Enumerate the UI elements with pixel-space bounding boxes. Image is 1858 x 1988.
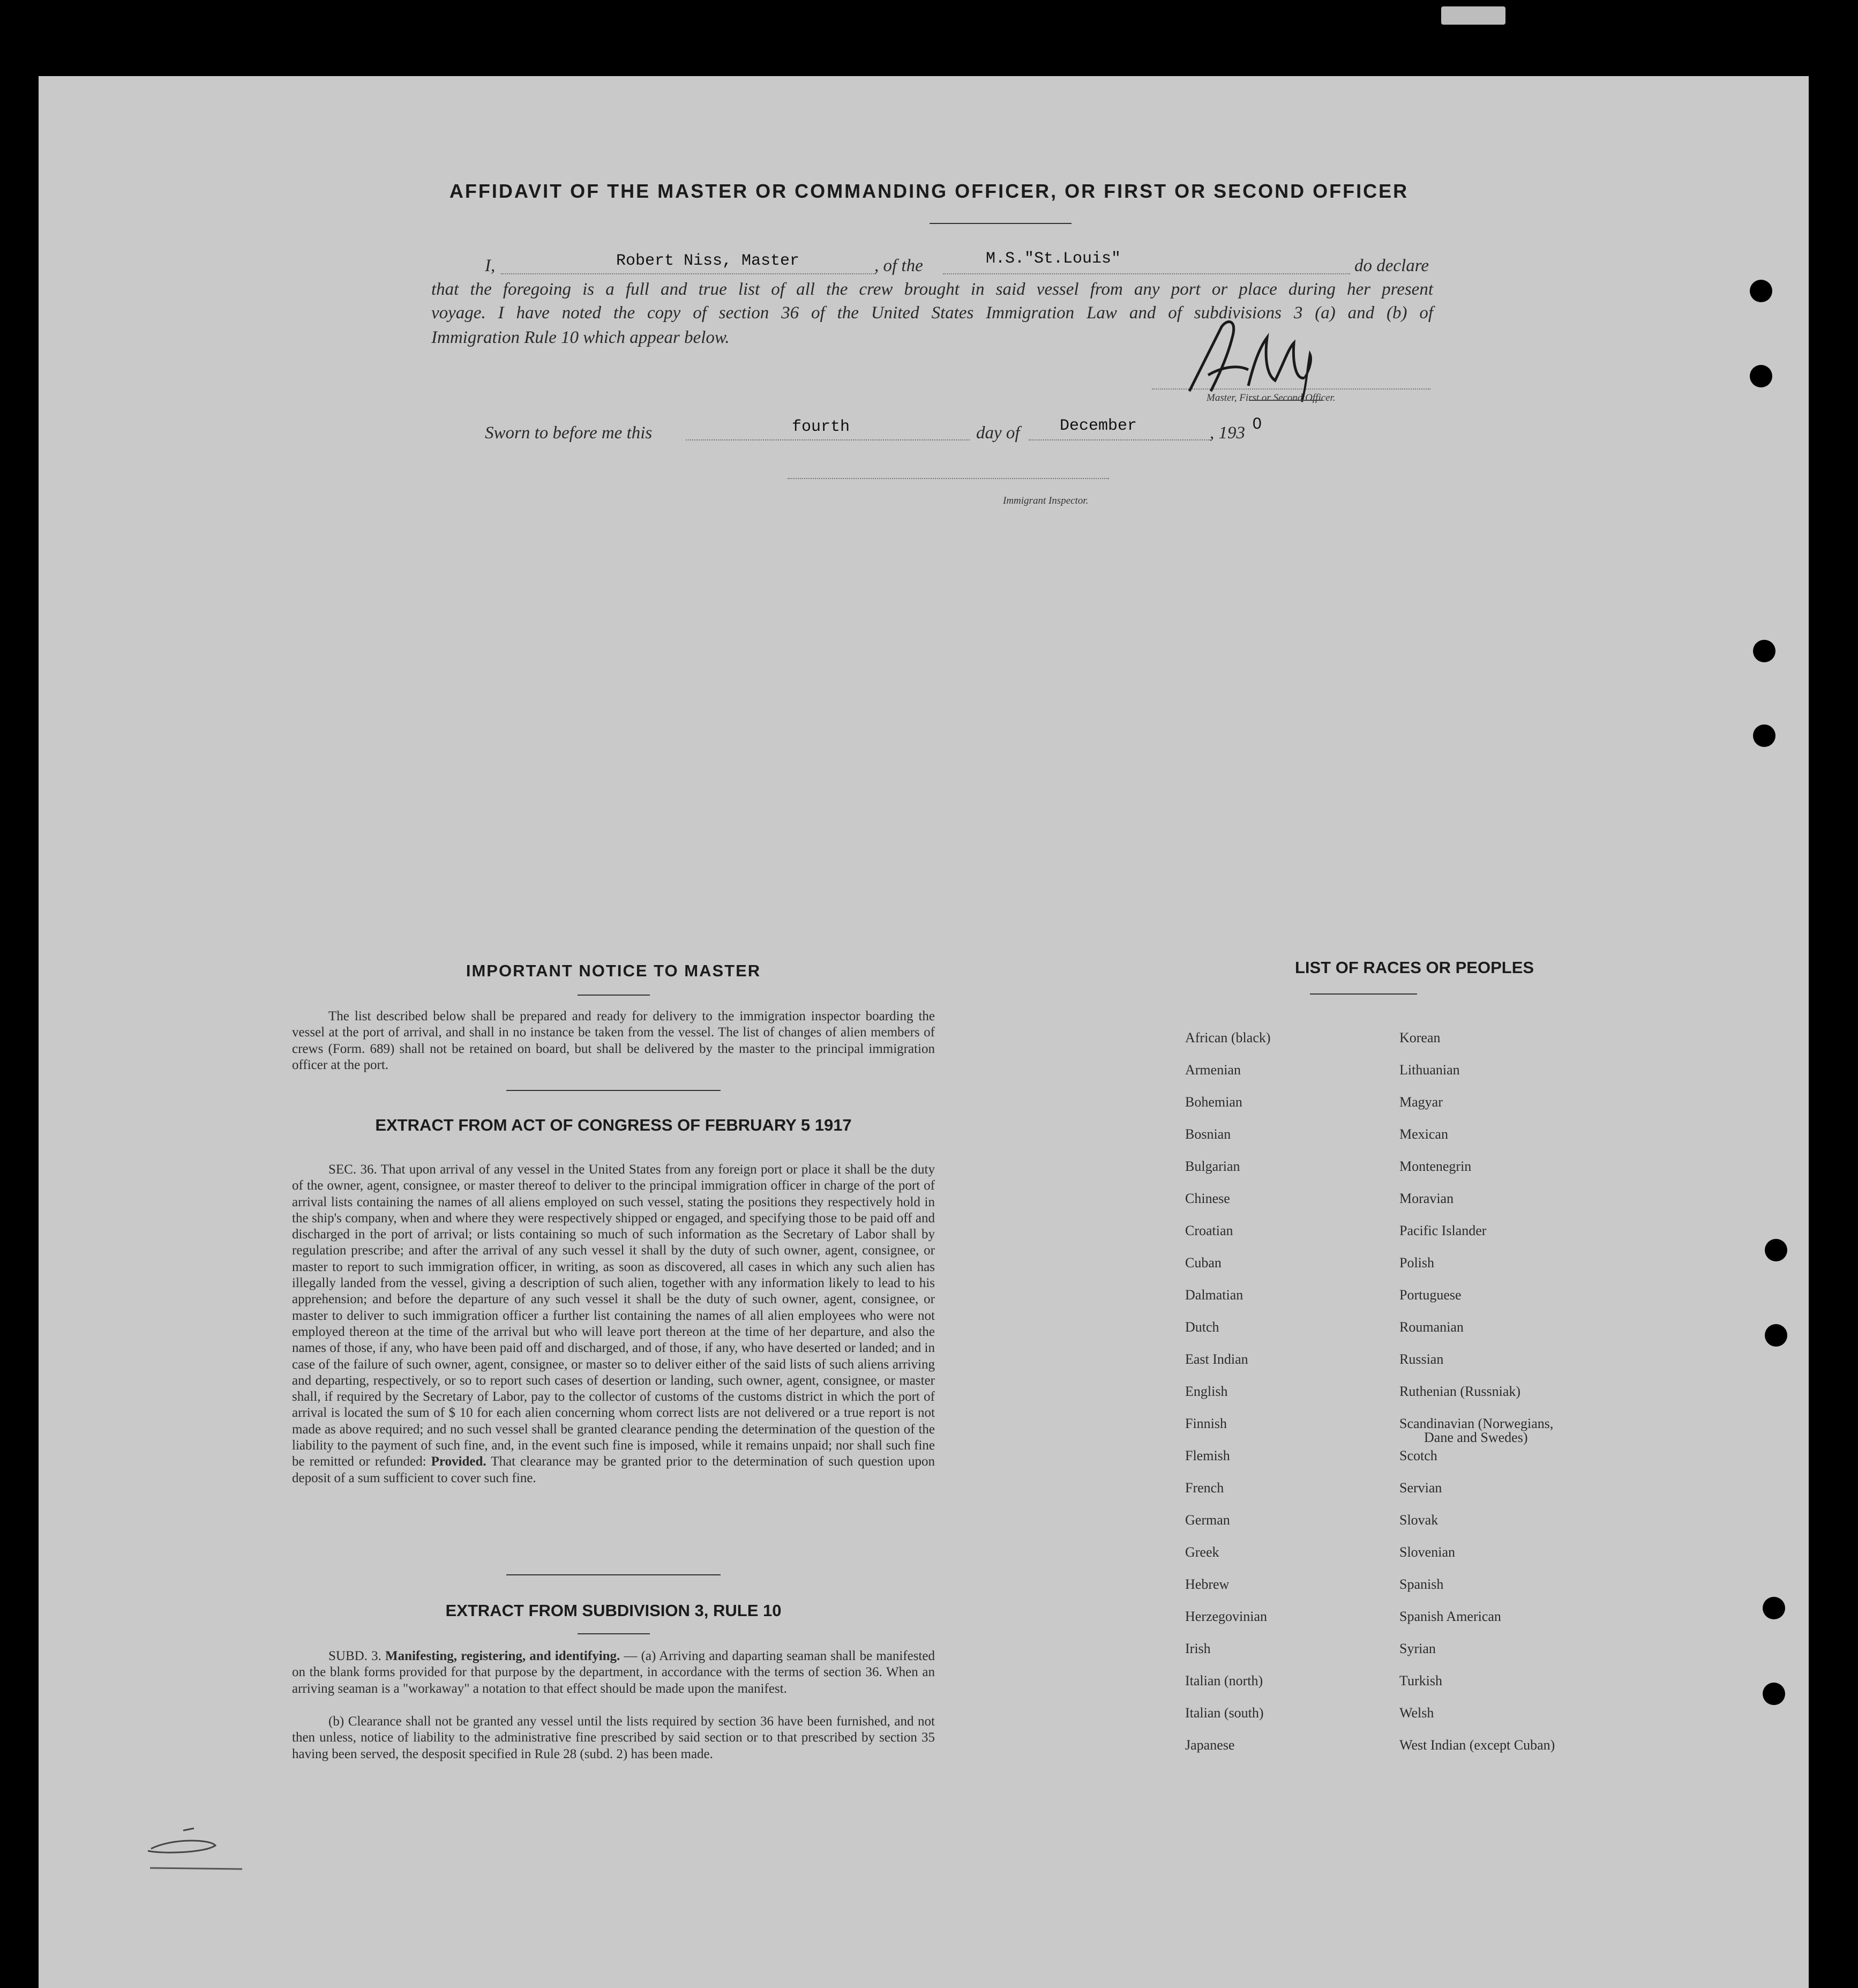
race-item: Scotch [1399, 1448, 1437, 1463]
race-item: Roumanian [1399, 1319, 1464, 1335]
race-item: Finnish [1185, 1416, 1227, 1431]
race-item: Irish [1185, 1641, 1211, 1656]
act-end-rule [506, 1574, 721, 1575]
act-provided: Provided. [431, 1454, 486, 1469]
of-the-label: , of the [874, 256, 923, 275]
race-item: Lithuanian [1399, 1062, 1460, 1078]
act-text-body: SEC. 36. That upon arrival of any vessel in the United States from any foreign port or place it shall be the duty of the owner, agent, consignee, or master thereof to deliver to the principal immigration officer in charge of the port of arrival lists containing the names of all aliens employed on such vessel, stating the positions they respectively hold in the ship's company, when and where they were respectively shipped or engaged, and specifying those to be paid off and discharged in the port of arrival; or lists containing so much of such information as the Secretary of Labor shall by regulation prescribe; and after the arrival of any such vessel it shall by the duty of such owner, agent, consignee, or master to report to such immigration officer, in writing, as soon as discovered, all cases in which any such alien has illegally landed from the vessel, giving a description of such alien, together with any information likely to lead to his apprehension; and before the departure of any such vessel it shall be the duty of such owner, agent, consignee, or master to deliver to such immigration officer a further list containing the names of all alien employees who were not employed thereon at the time of the arrival but who will leave port thereon at the time of her departure, and also the names of those, if any, who have been paid off and discharged, and of those, if any, who have deserted or landed; and in case of the failure of such owner, agent, consignee, or master so to deliver either of the said lists of such aliens arriving and departing, respectively, or so to report such cases of desertion or landing, such owner, agent, consignee, or master shall, if required by the Secretary of Labor, pay to the collector of customs of the customs district in which the port of arrival is located the sum of $ 10 for each alien concerning whom correct lists are not delivered or a true report is not made as above required; and no such vessel shall be granted clearance pending the determination of the question of the liability to the payment of such fine, and, in the event such fine is imposed, while it remains unpaid; nor shall such fine be remitted or refunded: [292, 1162, 935, 1469]
sworn-month-field: December [1060, 417, 1137, 435]
master-name-field: Robert Niss, Master [616, 252, 800, 270]
race-item: Bosnian [1185, 1126, 1231, 1142]
subd-label: SUBD. 3. [328, 1649, 381, 1663]
binder-hole [1763, 1597, 1785, 1619]
race-item: Portuguese [1399, 1287, 1462, 1303]
pencil-mark [140, 1827, 248, 1875]
race-item: African (black) [1185, 1030, 1271, 1045]
notice-text: The list described below shall be prepared and ready for delivery to the immigration inspector boarding the vessel at the port of arrival, and shall in no instance be taken from the vessel. The list of changes of alien members of crews (Form. 689) shall not be retained on board, but shall be delivered by the master to the principal immigration officer at the port. [292, 1009, 935, 1072]
affidavit-line-2: that the foregoing is a full and true list of all the crew brought in said vessel from any port or place during her present [431, 280, 1433, 299]
rule-title: EXTRACT FROM SUBDIVISION 3, RULE 10 [445, 1601, 782, 1620]
vessel-line [943, 273, 1350, 274]
race-item: French [1185, 1480, 1224, 1496]
paper-scrap [1441, 6, 1505, 25]
race-item: Scandinavian (Norwegians, [1399, 1416, 1554, 1431]
race-item: Bulgarian [1185, 1159, 1240, 1174]
binder-hole [1765, 1324, 1787, 1347]
race-item: Turkish [1399, 1673, 1442, 1688]
races-title-rule [1310, 993, 1417, 995]
race-item: Herzegovinian [1185, 1609, 1268, 1624]
rule-subd-a [292, 1648, 935, 1697]
signature-caption: Master, First or Second Officer. [1207, 392, 1336, 403]
race-item: Montenegrin [1399, 1159, 1472, 1174]
race-item: Russian [1399, 1351, 1444, 1367]
race-item: Servian [1399, 1480, 1442, 1496]
title-rule [930, 223, 1072, 224]
inspector-signature-line [788, 478, 1109, 479]
vessel-field: M.S."St.Louis" [986, 250, 1121, 268]
race-item: Italian (north) [1185, 1673, 1263, 1688]
binder-hole [1763, 1683, 1785, 1705]
race-item-continued: Dane and Swedes) [1424, 1430, 1528, 1445]
binder-hole [1765, 1239, 1787, 1261]
race-item: West Indian (except Cuban) [1399, 1737, 1555, 1753]
year-prefix: , 193 [1210, 423, 1245, 443]
subd-a-text: — (a) Arriving and daparting seaman shall be manifested on the blank forms provided for that purpose by the department, in accordance with the terms of section 36. When an arriving seaman is a "workaway" a notation to that effect should be made upon the manifest. [292, 1649, 935, 1696]
affidavit-i-label: I, [485, 256, 496, 275]
race-item: Spanish American [1399, 1609, 1501, 1624]
affidavit-title: AFFIDAVIT OF THE MASTER OR COMMANDING OFFICER, OR FIRST OR SECOND OFFICER [449, 180, 1409, 202]
day-of-label: day of [976, 423, 1020, 443]
race-item: Greek [1185, 1544, 1219, 1560]
race-item: Dalmatian [1185, 1287, 1243, 1303]
sworn-month-line [1029, 439, 1211, 440]
rule-subd-b: (b) Clearance shall not be granted any vessel until the lists required by section 36 have been furnished, and not then unless, notice of liability to the administrative fine prescribed by said section or to that prescribed by section 35 having been served, the desposit specified in Rule 28 (subd. 2) has been made. [292, 1714, 935, 1761]
subd-heading: Manifesting, registering, and identifying. [385, 1649, 620, 1663]
race-item: Armenian [1185, 1062, 1241, 1078]
race-item: Cuban [1185, 1255, 1222, 1270]
rule-title-rule [578, 1633, 650, 1634]
binder-hole [1750, 365, 1772, 387]
act-title: EXTRACT FROM ACT OF CONGRESS OF FEBRUARY 5 1917 [375, 1116, 852, 1134]
sworn-day-line [686, 439, 970, 440]
race-item: Hebrew [1185, 1576, 1230, 1592]
race-item: Chinese [1185, 1191, 1230, 1206]
race-item: Magyar [1399, 1094, 1443, 1110]
affidavit-line-3: voyage. I have noted the copy of section 36 of the United States Immigration Law and of subdivisions 3 (a) and (b) of [431, 303, 1433, 323]
race-item: English [1185, 1384, 1228, 1399]
race-item: Spanish [1399, 1576, 1444, 1592]
race-item: Dutch [1185, 1319, 1219, 1335]
race-item: Flemish [1185, 1448, 1230, 1463]
sworn-day-field: fourth [792, 418, 850, 436]
strike-through [1249, 400, 1322, 401]
binder-hole [1750, 280, 1772, 302]
race-item: Bohemian [1185, 1094, 1242, 1110]
year-digit: 0 [1253, 415, 1262, 432]
do-declare-label: do declare [1354, 256, 1429, 275]
binder-hole [1753, 724, 1775, 747]
races-title: LIST OF RACES OR PEOPLES [1294, 958, 1534, 977]
race-item: Welsh [1399, 1705, 1434, 1721]
race-item: Moravian [1399, 1191, 1454, 1206]
race-item: Japanese [1185, 1737, 1235, 1753]
race-item: Mexican [1399, 1126, 1448, 1142]
notice-end-rule [506, 1090, 721, 1091]
race-item: Polish [1399, 1255, 1435, 1270]
race-item: German [1185, 1512, 1230, 1528]
race-item: Slovenian [1399, 1544, 1455, 1560]
binder-hole [1753, 640, 1775, 662]
affidavit-line-4: Immigration Rule 10 which appear below. [431, 328, 730, 347]
master-name-line [501, 273, 876, 274]
race-item: Italian (south) [1185, 1705, 1264, 1721]
act-text-end: That clearance may be granted prior to the determination of such question upon deposit of a sum sufficient to cover such fine. [292, 1454, 935, 1485]
race-item: East Indian [1185, 1351, 1248, 1367]
inspector-caption: Immigrant Inspector. [1003, 495, 1089, 506]
notice-title-rule [578, 995, 650, 996]
race-item: Pacific Islander [1399, 1223, 1487, 1238]
race-item: Croatian [1185, 1223, 1233, 1238]
race-item: Ruthenian (Russniak) [1399, 1384, 1521, 1399]
sworn-label: Sworn to before me this [485, 423, 653, 443]
notice-title: IMPORTANT NOTICE TO MASTER [466, 961, 761, 980]
race-item: Slovak [1399, 1512, 1439, 1528]
race-item: Syrian [1399, 1641, 1436, 1656]
race-item: Korean [1399, 1030, 1441, 1045]
act-text [292, 1162, 935, 1486]
